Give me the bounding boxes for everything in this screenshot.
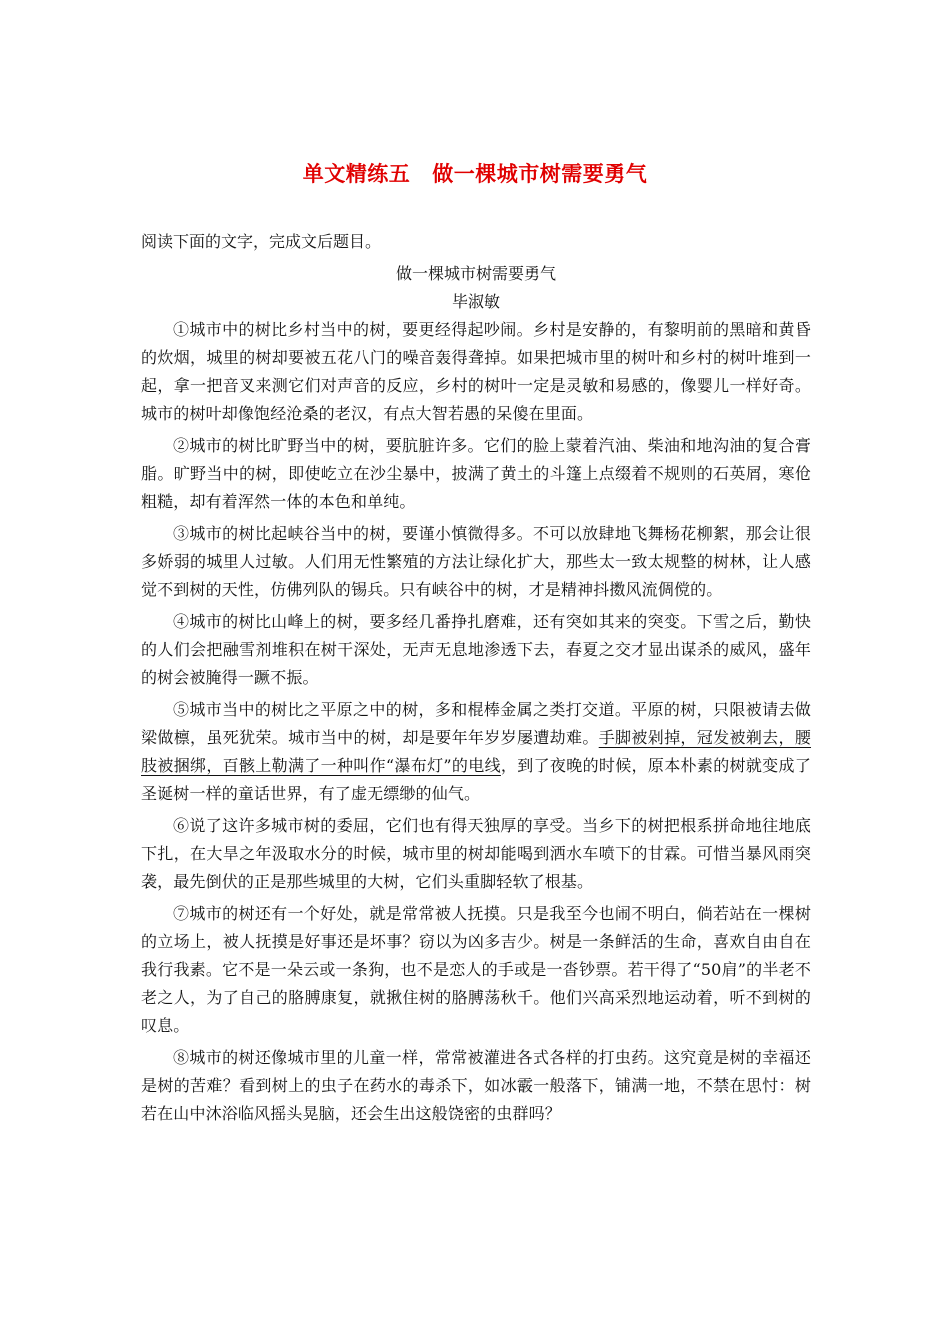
title-part-1: 单文精练五 — [302, 162, 411, 186]
underlined-sentence: 手脚被剁掉，冠发被剃去，腰肢被捆绑，百骸上勒满了一种叫作“瀑布灯”的电线 — [141, 728, 812, 775]
paragraph-5 — [141, 696, 811, 808]
paragraph-3: ③城市的树比起峡谷当中的树，要谨小慎微得多。不可以放肆地飞舞杨花柳絮，那会让很多娇弱的城里人过敏。人们用无性繁殖的方法让绿化扩大，那些太一致太规整的树林，让人感觉不到树的天性，仿佛列队的锡兵。只有峡谷中的树，才是精神抖擞风流倜傥的。 — [141, 524, 811, 599]
paragraph-5-after: ，到了夜晚的时候，原本朴素的树就变成了圣诞树一样的童话世界，有了虚无缥缈的仙气。 — [141, 756, 811, 803]
paragraph-7: ⑦城市的树还有一个好处，就是常常被人抚摸。只是我至今也闹不明白，倘若站在一棵树的立场上，被人抚摸是好事还是坏事？窃以为凶多吉少。树是一条鲜活的生命，喜欢自由自在我行我素。它不是一朵云或一条狗，也不是恋人的手或是一沓钞票。若干得了“50肩”的半老不老之人，为了自己的胳膊康复，就揪住树的胳膊荡秋千。他们兴高采烈地运动着，听不到树的叹息。 — [141, 904, 811, 1035]
page-title — [0, 158, 950, 188]
article-author: 毕淑敏 — [451, 292, 500, 311]
paragraph-5-before: ⑤城市当中的树比之平原之中的树，多和棍棒金属之类打交道。平原的树，只限被请去做梁做檩，虽死犹荣。城市当中的树，却是要年年岁岁屡遭劫难。 — [141, 700, 811, 747]
title-part-2: 做一棵城市树需要勇气 — [432, 162, 648, 186]
paragraph-2: ②城市的树比旷野当中的树，要肮脏许多。它们的脸上蒙着汽油、柴油和地沟油的复合膏脂。旷野当中的树，即使屹立在沙尘暴中，披满了黄土的斗篷上点缀着不规则的石英屑，寒伧粗糙，却有着浑然一体的本色和单纯。 — [141, 436, 811, 511]
paragraph-1: ①城市中的树比乡村当中的树，要更经得起吵闹。乡村是安静的，有黎明前的黑暗和黄昏的炊烟，城里的树却要被五花八门的噪音轰得聋掉。如果把城市里的树叶和乡村的树叶堆到一起，拿一把音叉来测它们对声音的反应，乡村的树叶一定是灵敏和易感的，像婴儿一样好奇。城市的树叶却像饱经沧桑的老汉，有点大智若愚的呆傻在里面。 — [141, 320, 811, 423]
instruction: 阅读下面的文字，完成文后题目。 — [141, 232, 382, 251]
article-title: 做一棵城市树需要勇气 — [395, 264, 556, 283]
document-body — [141, 228, 811, 1132]
paragraph-6: ⑥说了这许多城市树的委屈，它们也有得天独厚的享受。当乡下的树把根系拼命地往地底下扎，在大旱之年汲取水分的时候，城市里的树却能喝到洒水车喷下的甘霖。可惜当暴风雨突袭，最先倒伏的正是那些城里的大树，它们头重脚轻软了根基。 — [141, 816, 811, 891]
paragraph-4: ④城市的树比山峰上的树，要多经几番挣扎磨难，还有突如其来的突变。下雪之后，勤快的人们会把融雪剂堆积在树干深处，无声无息地渗透下去，春夏之交才显出谋杀的威风，盛年的树会被腌得一蹶不振。 — [141, 612, 811, 687]
paragraph-8: ⑧城市的树还像城市里的儿童一样，常常被灌进各式各样的打虫药。这究竟是树的幸福还是树的苦难？看到树上的虫子在药水的毒杀下，如冰霰一般落下，铺满一地，不禁在思忖：树若在山中沐浴临风摇头晃脑，还会生出这般饶密的虫群吗？ — [141, 1048, 811, 1123]
